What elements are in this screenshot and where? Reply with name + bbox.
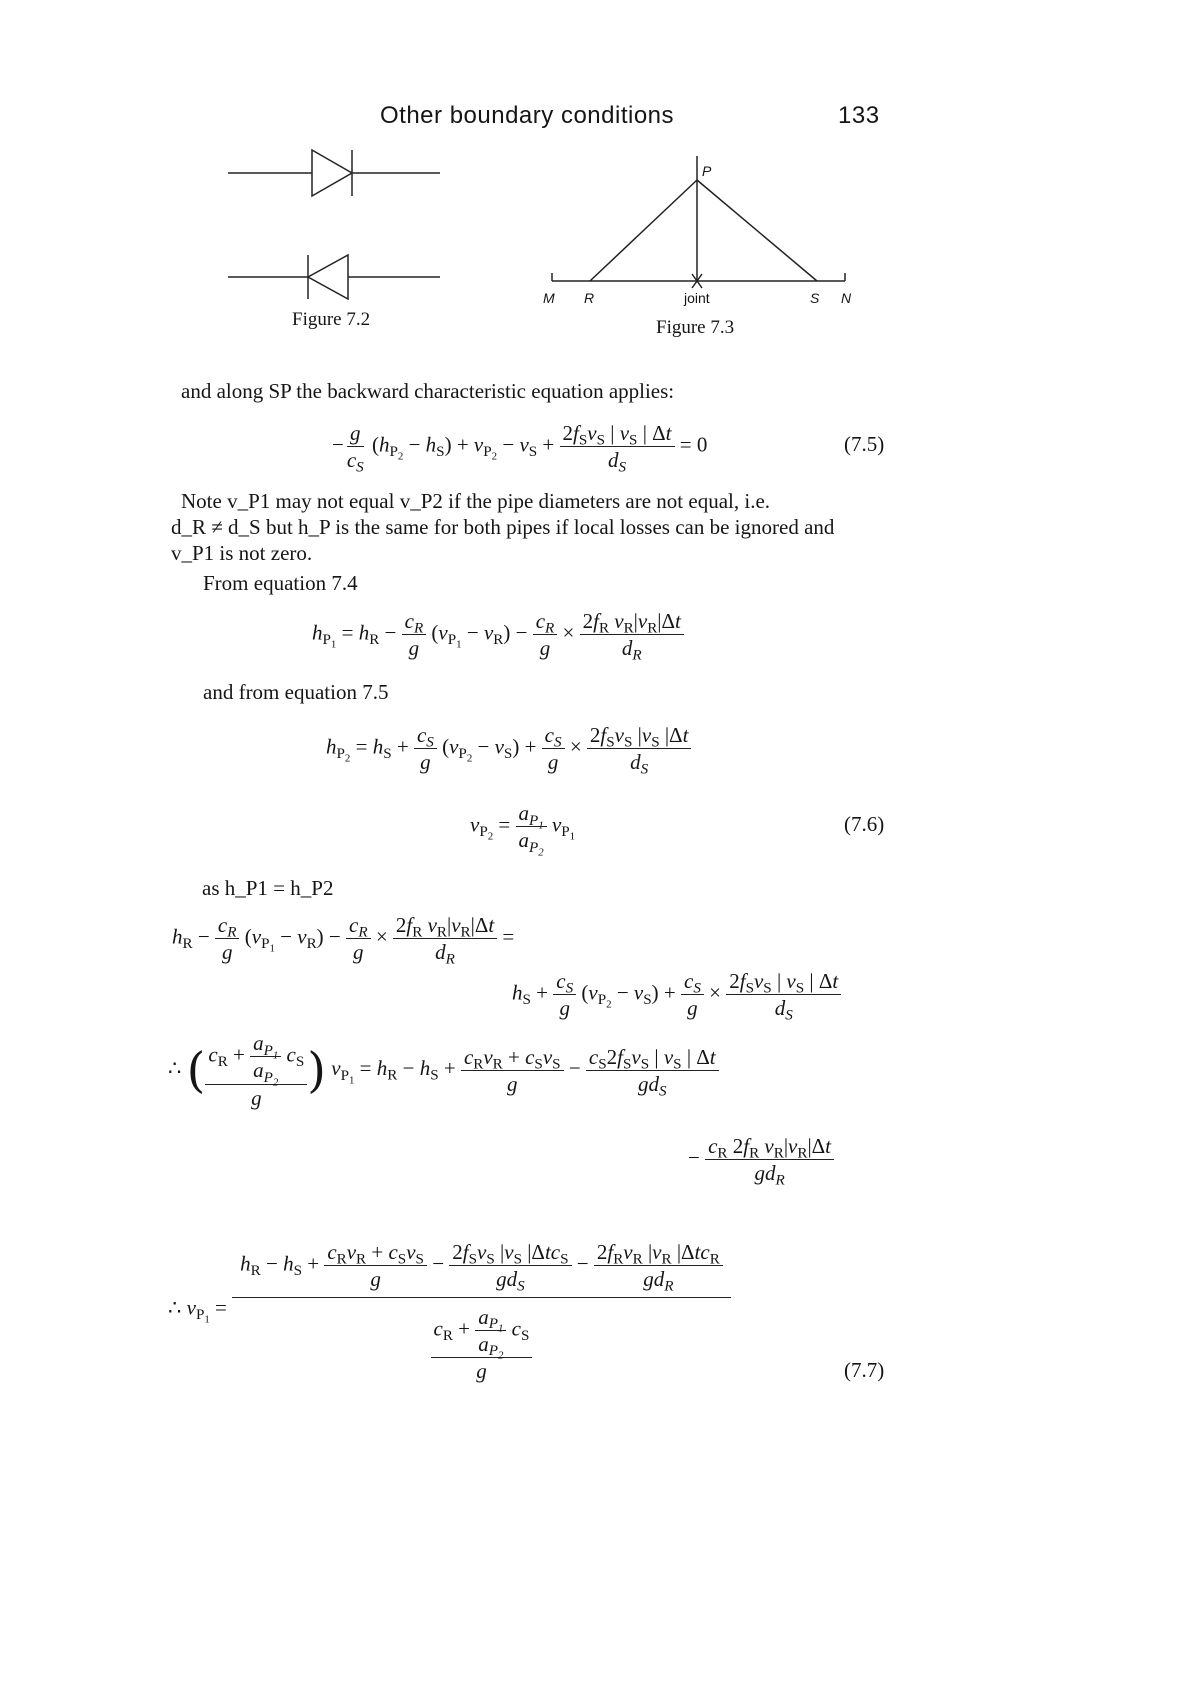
equation-7-6: $v_{P_2}$ = $\frac{a_{P_1}}{a_{P_2}}$ $v_{P_1}$: [470, 801, 576, 859]
equation-hp1: $h_{P_1} = h_R$ − $\frac{c_R}{g}$ $(v_{P_1} - v_R)$ − $\frac{c_R}{g}$ × $\frac{2f_R v_R|v_R|\Delta t}{d_R}$: [312, 608, 684, 662]
equation-therefore-tail: − $\frac{c_R 2f_R v_R|v_R|\Delta t}{gd_R}$: [688, 1133, 834, 1187]
equation-equality-left: $h_R$ − $\frac{c_R}{g}$ $(v_{P_1} - v_R)$ − $\frac{c_R}{g}$ × $\frac{2f_R v_R|v_R|\Delta t}{d_R}$ =: [172, 913, 515, 968]
figure-7-3-caption: Figure 7.3: [656, 317, 735, 338]
label-joint: joint: [684, 290, 710, 306]
equation-7-7: ∴ $v_{P_1}$ = $h_R - h_S$ + $\frac{c_Rv_R + c_Sv_S}{g}$ − $\frac{2f_Sv_S |v_S |\Delta tc_S}{gd_S}$ − $\frac{2f_Rv_R |v_R |\Delta tc_R}{gd_R}$ $c_R$ + $\frac{a_{P_1}}{a_{P_2}}$ $c_S$ g: [168, 1235, 731, 1384]
paragraph-sp: and along SP the backward characteristic equation applies:: [181, 379, 675, 403]
eq-number-7-5: (7.5): [844, 432, 885, 456]
label-n: N: [841, 290, 852, 306]
label-r: R: [584, 290, 595, 306]
note-line-2: d_R ≠ d_S but h_P is the same for both pipes if local losses can be ignored and: [171, 515, 835, 539]
label-p: P: [702, 163, 712, 179]
eq-number-7-6: (7.6): [844, 812, 885, 836]
from-eq-7-5: and from equation 7.5: [203, 680, 389, 704]
equation-therefore-combined: ∴ ( $c_R$ + $\frac{a_{P_1}}{a_{P_2}}$ $c_S$ g ) $v_{P_1} = h_R - h_S$ + $\frac{c_Rv_R + c_Sv_S}{g}$ − $\frac{c_S2f_Sv_S | v_S | \Delta t}{gd_S}$: [168, 1030, 719, 1111]
label-m: M: [543, 290, 555, 306]
figure-7-2-diagram: [220, 140, 460, 310]
figure-7-3-diagram: [540, 150, 860, 300]
equation-equality-right: $h_S$ + $\frac{c_S}{g}$ $(v_{P_2} - v_S)$ + $\frac{c_S}{g}$ × $\frac{2f_Sv_S | v_S | \Delta t}{d_S}$: [512, 968, 841, 1022]
note-line-3: v_P1 is not zero.: [171, 541, 313, 565]
equation-hp2: $h_{P_2} = h_S$ + $\frac{c_S}{g}$ $(v_{P_2} - v_S)$ + $\frac{c_S}{g}$ × $\frac{2f_Sv_S |v_S |\Delta t}{d_S}$: [326, 722, 691, 776]
running-header: Other boundary conditions: [380, 102, 675, 129]
label-s: S: [810, 290, 820, 306]
from-eq-7-4: From equation 7.4: [203, 571, 358, 595]
as-hp1-equals-hp2: as h_P1 = h_P2: [202, 876, 334, 900]
eq-number-7-7: (7.7): [844, 1358, 885, 1382]
equation-7-5: − $\frac{g}{c_S}$ $(h_{P_2} - h_S) + v_{P_2} - v_S$ + $\frac{2f_Sv_S | v_S | \Delta t}{d_S}$ = 0: [332, 421, 708, 476]
page-number: 133: [838, 102, 880, 129]
figure-7-2-caption: Figure 7.2: [292, 309, 371, 330]
note-line-1: Note v_P1 may not equal v_P2 if the pipe diameters are not equal, i.e.: [181, 489, 771, 513]
